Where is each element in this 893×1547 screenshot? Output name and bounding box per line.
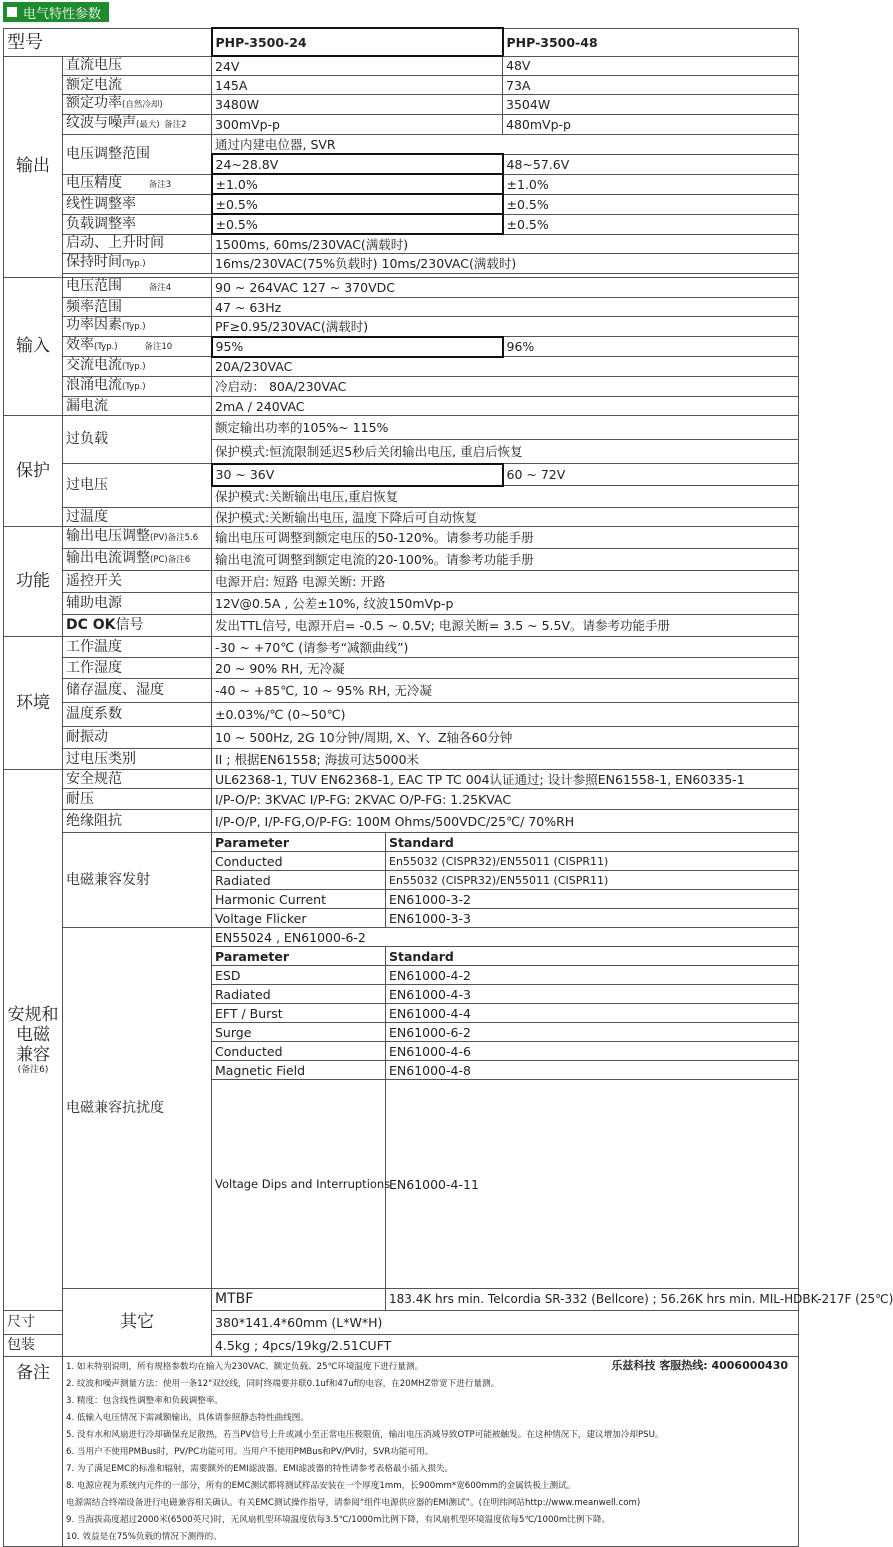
emi-standard: EN61000-3-3 — [386, 909, 799, 928]
model-row — [4, 28, 799, 56]
rated-power-1: 3480W — [212, 95, 503, 115]
ac-current-value: 20A/230VAC — [212, 357, 799, 377]
overload-line2: 保护模式:恒流限制延迟5秒后关闭输出电压, 重启后恢复 — [212, 440, 799, 464]
function-category: 功能 — [4, 527, 63, 637]
protection-row — [4, 464, 799, 486]
input-category: 输入 — [4, 278, 63, 416]
output-row — [4, 194, 799, 214]
storage-value: -40 ~ +85℃, 10 ~ 95% RH, 无冷凝 — [212, 679, 799, 703]
adj-range-2: 48~57.6V — [503, 154, 799, 174]
coeff-label: 温度系数 — [63, 703, 212, 727]
output-row — [4, 214, 799, 234]
ripple-label: 纹波与噪声(最大) 备注2 — [63, 115, 212, 135]
safety-row — [4, 770, 799, 789]
ems-param: Radiated — [212, 985, 386, 1004]
env-row — [4, 658, 799, 679]
ems-standard: EN61000-4-2 — [386, 966, 799, 985]
aux-value: 12V@0.5A , 公差±10%, 纹波150mVp-p — [212, 593, 799, 615]
note-item: 5. 没有水和风扇进行冷却确保充足散热，若当PV信号上升或减小至正常电压极限值，输出电压消减导致OTP可能被触发。在这种情况下，建议增加冷却PSU。 — [66, 1430, 664, 1440]
ems-standard: EN61000-4-4 — [386, 1004, 799, 1023]
ems-param: Voltage Dips and Interruptions — [212, 1080, 386, 1289]
function-row — [4, 615, 799, 637]
note-item: 电源需结合终端设备进行电磁兼容相关确认。有关EMC测试操作指导，请参阅“组件电源供应器的EMI测试”。(在明纬网站http://www.meanwell.com) — [66, 1498, 641, 1508]
section-title: 电气特性参数 — [23, 6, 102, 22]
input-row — [4, 298, 799, 317]
inrush-label: 浪涌电流(Typ.) — [63, 377, 212, 397]
dim-label: 尺寸 — [4, 1311, 63, 1335]
ripple-1: 300mVp-p — [212, 115, 503, 135]
input-row — [4, 397, 799, 416]
emi-param: Radiated — [212, 871, 386, 890]
dc-voltage-1: 24V — [212, 56, 503, 76]
ems-standard: EN61000-4-6 — [386, 1042, 799, 1061]
emi-standard: EN61000-3-2 — [386, 890, 799, 909]
load-reg-label: 负载调整率 — [63, 214, 212, 234]
emi-header-standard: Standard — [386, 833, 799, 852]
iso-value: I/P-O/P, I/P-FG,O/P-FG: 100M Ohms/500VDC/25℃/ 70%RH — [212, 810, 799, 833]
dc-voltage-label: 直流电压 — [63, 56, 212, 76]
output-category: 输出 — [4, 56, 63, 278]
overload-line1: 额定输出功率的105%~ 115% — [212, 416, 799, 440]
humid-label: 工作湿度 — [63, 658, 212, 679]
adj-range-top: 通过内建电位器, SVR — [212, 135, 799, 155]
overtemp-label: 过温度 — [63, 508, 212, 527]
note-item: 8. 电源应视为系统内元件的一部分，所有的EMC测试都将测试样品安装在一个厚度1mm，长900mm*宽600mm的金属铁板上测试。 — [66, 1481, 576, 1491]
ems-param: ESD — [212, 966, 386, 985]
rated-current-2: 73A — [503, 76, 799, 95]
iso-label: 绝缘阻抗 — [63, 810, 212, 833]
withstand-label: 耐压 — [63, 789, 212, 810]
rated-power-2: 3504W — [503, 95, 799, 115]
note-item: 6. 当用户不使用PMBus时，PV/PC功能可用。当用户不使用PMBus和PV/PV时，SVR功能可用。 — [66, 1447, 434, 1457]
env-row — [4, 703, 799, 727]
emi-param: Harmonic Current — [212, 890, 386, 909]
emi-header-row — [4, 833, 799, 852]
ems-standard: EN61000-4-8 — [386, 1061, 799, 1080]
eff-1: 95% — [212, 337, 503, 357]
pv-value: 输出电压可调整到额定电压的50-120%。请参考功能手册 — [212, 527, 799, 549]
dc-voltage-2: 48V — [503, 56, 799, 76]
section-header — [3, 2, 109, 22]
hotline: 乐兹科技 客服热线: 4006000430 — [611, 1359, 789, 1372]
overload-label: 过负载 — [63, 416, 212, 464]
work-temp-label: 工作温度 — [63, 637, 212, 658]
ems-standard: EN61000-4-3 — [386, 985, 799, 1004]
input-voltage-value: 90 ~ 264VAC 127 ~ 370VDC — [212, 278, 799, 298]
safety-category: 安规和 电磁 兼容 (备注6) — [4, 770, 63, 1311]
pc-label: 输出电流调整(PC)备注6 — [63, 549, 212, 571]
hold-value: 16ms/230VAC(75%负载时) 10ms/230VAC(满载时) — [212, 254, 799, 274]
input-row — [4, 337, 799, 357]
ovc-value: II ; 根据EN61558; 海拔可达5000米 — [212, 749, 799, 770]
dcok-label: DC OK信号 — [63, 615, 212, 637]
overvoltage-label: 过电压 — [63, 464, 212, 508]
pf-label: 功率因素(Typ.) — [63, 317, 212, 337]
eff-2: 96% — [503, 337, 799, 357]
output-row — [4, 56, 799, 76]
notes-body — [63, 1357, 799, 1547]
ems-param: Conducted — [212, 1042, 386, 1061]
ems-standard: EN61000-6-2 — [386, 1023, 799, 1042]
safety-row — [4, 789, 799, 810]
output-row — [4, 135, 799, 155]
freq-value: 47 ~ 63Hz — [212, 298, 799, 317]
dim-value: 380*141.4*60mm (L*W*H) — [212, 1311, 799, 1335]
input-row — [4, 377, 799, 397]
input-row — [4, 278, 799, 298]
emi-param: Voltage Flicker — [212, 909, 386, 928]
ems-standard: EN61000-4-11 — [386, 1080, 799, 1289]
accuracy-2: ±1.0% — [503, 174, 799, 194]
eff-label: 效率(Typ.) 备注10 — [63, 337, 212, 357]
mtbf-label: MTBF — [212, 1289, 386, 1311]
output-row — [4, 115, 799, 135]
leakage-value: 2mA / 240VAC — [212, 397, 799, 416]
note-item: 4. 低输入电压情况下需减额输出，具体请参照静态特性曲线图。 — [66, 1413, 309, 1423]
function-row — [4, 549, 799, 571]
env-category: 环境 — [4, 637, 63, 770]
line-reg-label: 线性调整率 — [63, 194, 212, 214]
note-item: 9. 当海拔高度超过2000米(6500英尺)时，无风扇机型环境温度依每3.5℃/1000m比例下降，有风扇机型环境温度依每5℃/1000m比例下降。 — [66, 1515, 611, 1525]
protection-row — [4, 508, 799, 527]
note-item: 3. 精度：包含线性调整率和负载调整率。 — [66, 1396, 224, 1406]
ems-param: Magnetic Field — [212, 1061, 386, 1080]
others-row — [4, 1289, 799, 1311]
load-reg-1: ±0.5% — [212, 214, 503, 234]
safety-row — [4, 810, 799, 833]
env-row — [4, 749, 799, 770]
note-item: 1. 如未特别说明，所有规格参数均在输入为230VAC、额定负载、25℃环境温度下进行量测。 — [66, 1362, 424, 1372]
overvoltage-1: 30 ~ 36V — [212, 464, 503, 486]
aux-label: 辅助电源 — [63, 593, 212, 615]
line-reg-1: ±0.5% — [212, 194, 503, 214]
notes-row — [4, 1357, 799, 1547]
output-row — [4, 174, 799, 194]
accuracy-1: ±1.0% — [212, 174, 503, 194]
overtemp-value: 保护模式:关断输出电压, 温度下降后可自动恢复 — [212, 508, 799, 527]
work-temp-value: -30 ~ +70℃ (请参考“减额曲线”) — [212, 637, 799, 658]
humid-value: 20 ~ 90% RH, 无冷凝 — [212, 658, 799, 679]
notes-category: 备注 — [4, 1357, 63, 1547]
ac-current-label: 交流电流(Typ.) — [63, 357, 212, 377]
overvoltage-2: 60 ~ 72V — [503, 464, 799, 486]
env-row — [4, 679, 799, 703]
ems-label: 电磁兼容抗扰度 — [63, 928, 212, 1289]
vib-label: 耐振动 — [63, 727, 212, 749]
input-row — [4, 317, 799, 337]
rated-power-label: 额定功率(自然冷却) — [63, 95, 212, 115]
withstand-value: I/P-O/P: 3KVAC I/P-FG: 2KVAC O/P-FG: 1.25KVAC — [212, 789, 799, 810]
ems-param: EFT / Burst — [212, 1004, 386, 1023]
rated-current-label: 额定电流 — [63, 76, 212, 95]
ems-header-standard: Standard — [386, 947, 799, 966]
pc-value: 输出电流可调整到额定电流的20-100%。请参考功能手册 — [212, 549, 799, 571]
output-row — [4, 234, 799, 254]
hold-label: 保持时间(Typ.) — [63, 254, 212, 274]
note-item: 10. 效益是在75%负载的情况下测得的。 — [66, 1532, 222, 1542]
pack-value: 4.5kg ; 4pcs/19kg/2.51CUFT — [212, 1335, 799, 1357]
function-row — [4, 527, 799, 549]
ripple-2: 480mVp-p — [503, 115, 799, 135]
ems-header-parameter: Parameter — [212, 947, 386, 966]
emi-header-parameter: Parameter — [212, 833, 386, 852]
ems-top: EN55024 , EN61000-6-2 — [212, 928, 799, 947]
output-row — [4, 76, 799, 95]
emi-label: 电磁兼容发射 — [63, 833, 212, 928]
remote-value: 电源开启: 短路 电源关断: 开路 — [212, 571, 799, 593]
vib-value: 10 ~ 500Hz, 2G 10分钟/周期, X、Y、Z轴各60分钟 — [212, 727, 799, 749]
note-item: 7. 为了满足EMC的标准和辐射，需要额外的EMI滤波器。EMI滤波器的特性请参考表格最小插入损失。 — [66, 1464, 454, 1474]
model-2: PHP-3500-48 — [503, 28, 799, 56]
setup-label: 启动、上升时间 — [63, 234, 212, 254]
adj-range-label: 电压调整范围 — [63, 135, 212, 175]
output-row — [4, 95, 799, 115]
emi-standard: En55032 (CISPR32)/EN55011 (CISPR11) — [386, 871, 799, 890]
pf-value: PF≥0.95/230VAC(满载时) — [212, 317, 799, 337]
model-1: PHP-3500-24 — [212, 28, 503, 56]
dcok-value: 发出TTL信号, 电源开启= -0.5 ~ 0.5V; 电源关断= 3.5 ~ 5.5V。请参考功能手册 — [212, 615, 799, 637]
storage-label: 储存温度、湿度 — [63, 679, 212, 703]
note-item: 2. 纹波和噪声测量方法：使用一条12"双绞线，同时终端要并联0.1uf和47uf的电容，在20MHZ带宽下进行量测。 — [66, 1379, 500, 1389]
output-row — [4, 254, 799, 274]
inrush-value: 冷启动： 80A/230VAC — [212, 377, 799, 397]
pv-label: 输出电压调整(PV)备注5.6 — [63, 527, 212, 549]
ems-top-row — [4, 928, 799, 947]
spec-table — [3, 27, 893, 1547]
emi-param: Conducted — [212, 852, 386, 871]
input-row — [4, 357, 799, 377]
safety-std-label: 安全规范 — [63, 770, 212, 789]
line-reg-2: ±0.5% — [503, 194, 799, 214]
protection-row — [4, 416, 799, 440]
adj-range-1: 24~28.8V — [212, 154, 503, 174]
function-row — [4, 571, 799, 593]
ovc-label: 过电压类别 — [63, 749, 212, 770]
input-voltage-label: 电压范围 备注4 — [63, 278, 212, 298]
function-row — [4, 593, 799, 615]
square-icon — [7, 7, 17, 17]
env-row — [4, 637, 799, 658]
others-category: 其它 — [63, 1289, 212, 1357]
ems-param: Surge — [212, 1023, 386, 1042]
rated-current-1: 145A — [212, 76, 503, 95]
protection-category: 保护 — [4, 416, 63, 527]
mtbf-value: 183.4K hrs min. Telcordia SR-332 (Bellcore) ; 56.26K hrs min. MIL-HDBK-217F (25℃) — [386, 1289, 799, 1311]
setup-value: 1500ms, 60ms/230VAC(满载时) — [212, 234, 799, 254]
leakage-label: 漏电流 — [63, 397, 212, 416]
safety-std-value: UL62368-1, TUV EN62368-1, EAC TP TC 004认证通过; 设计参照EN61558-1, EN60335-1 — [212, 770, 799, 789]
pack-label: 包装 — [4, 1335, 63, 1357]
overvoltage-line2: 保护模式:关断输出电压,重启恢复 — [212, 486, 799, 508]
remote-label: 遥控开关 — [63, 571, 212, 593]
freq-label: 频率范围 — [63, 298, 212, 317]
accuracy-label: 电压精度 备注3 — [63, 174, 212, 194]
coeff-value: ±0.03%/℃ (0~50℃) — [212, 703, 799, 727]
model-label: 型号 — [4, 28, 212, 56]
load-reg-2: ±0.5% — [503, 214, 799, 234]
env-row — [4, 727, 799, 749]
emi-standard: En55032 (CISPR32)/EN55011 (CISPR11) — [386, 852, 799, 871]
